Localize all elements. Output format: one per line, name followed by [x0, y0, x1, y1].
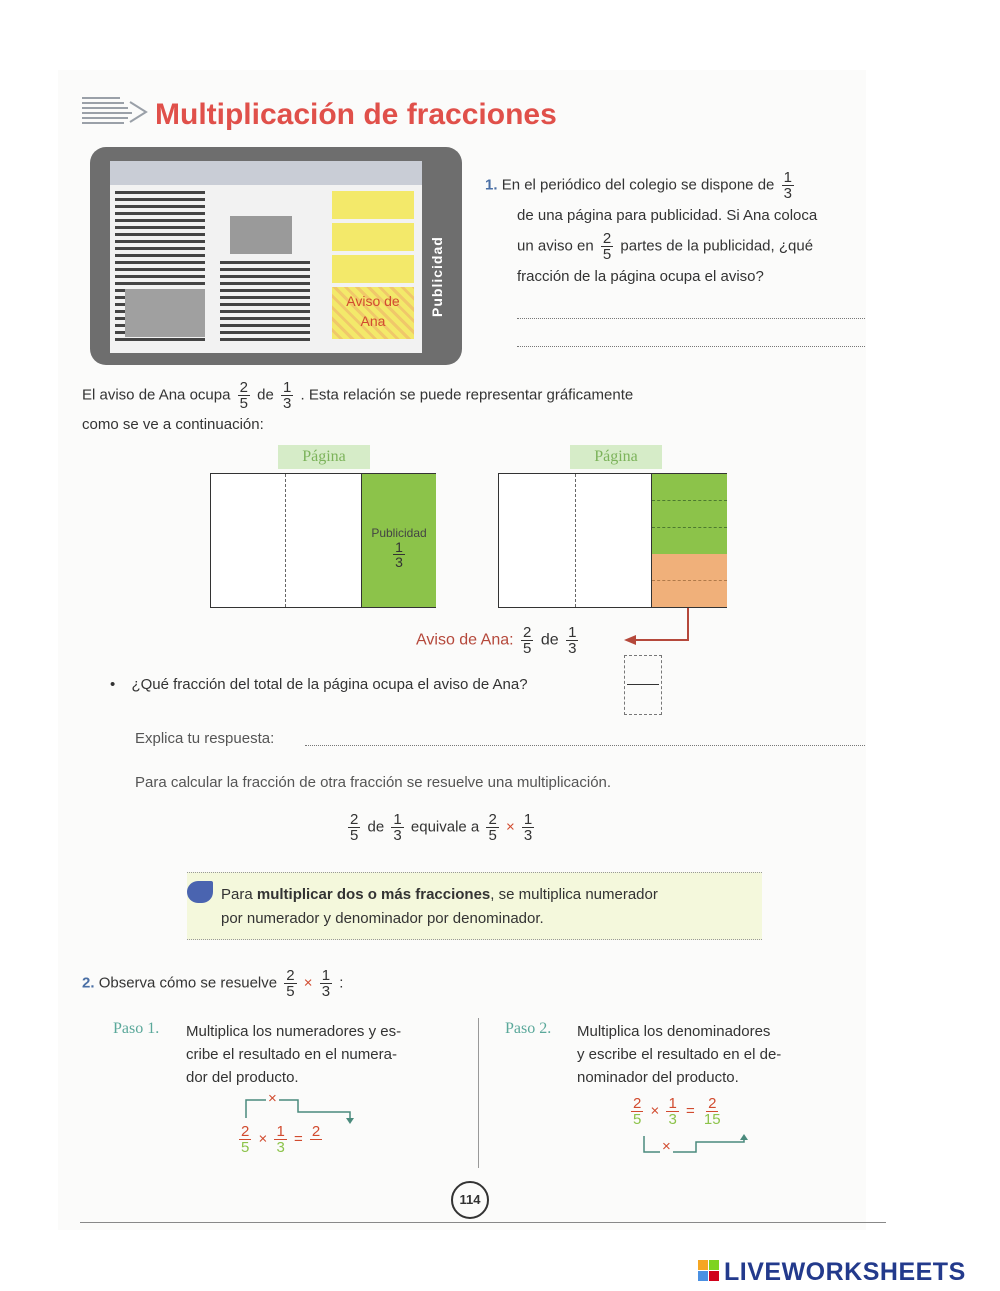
- s2-result: $\frac{2}{15}$: [703, 1095, 721, 1128]
- step-1-cross: ×: [268, 1090, 277, 1107]
- fraction-one-third: $\frac{1}{3}$: [783, 169, 792, 202]
- publicidad-strip: [425, 157, 447, 357]
- page-diagram-left: [210, 473, 436, 608]
- problem-1-text-e: fracción de la página ocupa el aviso?: [517, 268, 764, 285]
- question-text: ¿Qué fracción del total de la página ocupa el aviso de Ana?: [131, 676, 528, 693]
- p2-frac-b: $\frac{1}{3}$: [321, 967, 331, 1000]
- explain-label: Explica tu respuesta:: [135, 730, 275, 747]
- problem-1-number: 1.: [485, 176, 498, 194]
- problem-1-text-a: En el periódico del colegio se dispone de: [501, 176, 775, 194]
- rule-bold: multiplicar dos o más fracciones: [256, 886, 491, 903]
- step-1-line2: cribe el resultado en el numera-: [186, 1046, 397, 1063]
- problem-2-text: Observa cómo se resuelve: [98, 974, 278, 992]
- problem-1: [485, 170, 870, 292]
- publicidad-fraction: $\frac{1}{3}$: [395, 539, 403, 570]
- aviso-frac-b: $\frac{1}{3}$: [568, 624, 577, 657]
- aviso-arrow-icon: [620, 600, 700, 650]
- steps-divider: [478, 1018, 479, 1168]
- p2-times: ×: [303, 974, 313, 992]
- fraction-two-fifths: $\frac{2}{5}$: [602, 230, 612, 263]
- intro-text: [82, 380, 633, 439]
- publicidad-side-label: Publicidad: [429, 236, 445, 317]
- p2-frac-a: $\frac{2}{5}$: [286, 967, 295, 1000]
- step-2-line2: y escribe el resultado en el de-: [577, 1046, 782, 1063]
- tablet-illustration: [90, 147, 462, 365]
- calc-equivale: equivale a: [410, 818, 480, 836]
- rule-pre: Para: [221, 886, 253, 903]
- step-1-line3: dor del producto.: [186, 1069, 299, 1086]
- calc-expression: [345, 812, 537, 843]
- calc-de: de: [367, 818, 385, 836]
- step-2-cross-arrow: [636, 1134, 756, 1158]
- intro-text-b: . Esta relación se puede representar gráficamente: [300, 386, 634, 404]
- aviso-label: [416, 625, 581, 656]
- s2-times: ×: [650, 1102, 660, 1120]
- page-number: 114: [451, 1181, 489, 1219]
- ad-label-line2: Ana: [360, 313, 386, 329]
- question-line: [110, 676, 528, 693]
- calc-frac-d: $\frac{1}{3}$: [523, 811, 533, 844]
- calc-text: Para calcular la fracción de otra fracción se resuelve una multiplicación.: [135, 774, 612, 791]
- s2-equals: =: [685, 1102, 695, 1120]
- p2-colon: :: [339, 974, 344, 992]
- publicidad-split-region: [651, 474, 727, 607]
- step-2-line3: nominador del producto.: [577, 1069, 739, 1086]
- problem-1-text-d: partes de la publicidad, ¿qué: [620, 237, 814, 255]
- rule-line2: por numerador y denominador por denominador.: [221, 910, 544, 927]
- publicidad-region: [361, 474, 436, 607]
- publicidad-label: Publicidad: [371, 526, 427, 540]
- step-2-cross: ×: [662, 1138, 671, 1155]
- answer-line-2[interactable]: [517, 346, 865, 347]
- calc-frac-a: $\frac{2}{5}$: [350, 811, 359, 844]
- title-arrow-icon: [80, 92, 150, 132]
- ad-label-line1: Aviso de: [346, 293, 400, 309]
- s1-times: ×: [258, 1130, 268, 1148]
- step-1-line1: Multiplica los numeradores y es-: [186, 1023, 402, 1040]
- question-bullet: •: [110, 676, 116, 693]
- s1-result: 2: [311, 1123, 321, 1140]
- aviso-frac-a: $\frac{2}{5}$: [523, 624, 532, 657]
- s2-frac-a: $\frac{2}{5}$: [633, 1095, 642, 1128]
- bottom-rule: [80, 1222, 886, 1223]
- newspaper-screen: [110, 161, 422, 353]
- intro-de: de: [257, 386, 274, 404]
- liveworksheets-brand[interactable]: LIVEWORKSHEETS: [724, 1258, 966, 1286]
- answer-line-1[interactable]: [517, 318, 865, 319]
- answer-fraction-box[interactable]: [624, 655, 662, 715]
- step-2-line1: Multiplica los denominadores: [577, 1023, 771, 1040]
- problem-2: [82, 968, 343, 999]
- step-2-expression: [628, 1096, 726, 1127]
- intro-frac-b: $\frac{1}{3}$: [283, 379, 292, 412]
- s1-equals: =: [293, 1130, 303, 1148]
- page-diagram-right: [498, 473, 727, 608]
- problem-1-text-c: un aviso en: [517, 237, 594, 255]
- problem-1-text-b: de una página para publicidad. Si Ana coloca: [517, 207, 818, 224]
- step-1-expression: [236, 1124, 325, 1155]
- s2-frac-b: $\frac{1}{3}$: [668, 1095, 677, 1128]
- s1-frac-a: $\frac{2}{5}$: [241, 1123, 250, 1156]
- calc-frac-c: $\frac{2}{5}$: [488, 811, 497, 844]
- page-label-right: Página: [570, 445, 662, 469]
- rule-bubble-icon: [187, 881, 213, 903]
- aviso-de: de: [540, 631, 559, 649]
- page-title: Multiplicación de fracciones: [155, 98, 557, 131]
- liveworksheets-logo-icon: [698, 1260, 720, 1282]
- step-2-title: Paso 2.: [505, 1020, 552, 1037]
- step-1-cross-arrow: [238, 1094, 358, 1124]
- calc-times: ×: [505, 818, 515, 836]
- rule-box: [187, 872, 762, 940]
- aviso-label-text: Aviso de Ana:: [416, 631, 514, 649]
- rule-post: , se multiplica numerador: [490, 886, 658, 903]
- page-label-left: Página: [278, 445, 370, 469]
- problem-2-number: 2.: [82, 974, 95, 992]
- intro-text-a: El aviso de Ana ocupa: [82, 386, 231, 404]
- explain-answer-line[interactable]: [305, 745, 865, 746]
- calc-frac-b: $\frac{1}{3}$: [393, 811, 402, 844]
- step-1-title: Paso 1.: [113, 1020, 160, 1037]
- intro-text-c: como se ve a continuación:: [82, 416, 264, 433]
- s1-frac-b: $\frac{1}{3}$: [276, 1123, 285, 1156]
- intro-frac-a: $\frac{2}{5}$: [239, 379, 248, 412]
